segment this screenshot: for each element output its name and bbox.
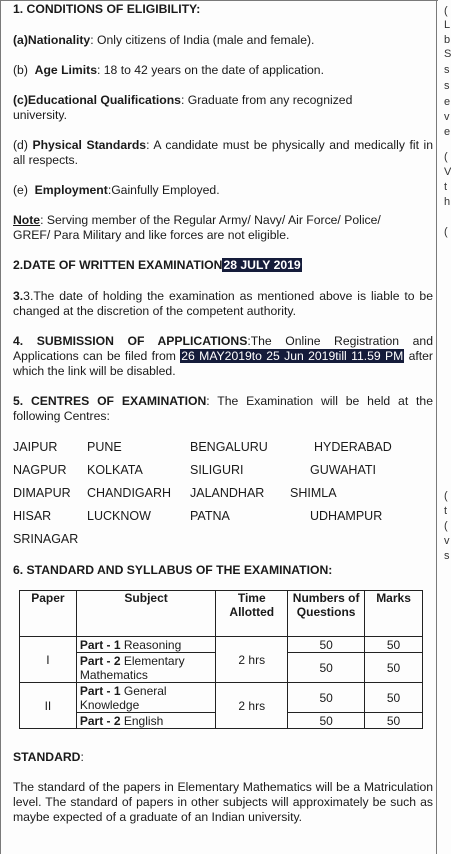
centre-srinagar: SRINAGAR — [13, 532, 79, 546]
section-2-heading: 2.DATE OF WRITTEN EXAMINATION28 JULY 2019 — [13, 258, 301, 272]
table-row — [20, 683, 423, 713]
application-dates-highlight: 26 MAY2019to 25 Jun 2019till 11.59 PM — [181, 349, 404, 363]
marks-cell: 50 — [365, 713, 423, 729]
centre-dimapur: DIMAPUR — [13, 486, 71, 500]
employment-item: (e) Employment:Gainfully Employed. — [13, 183, 220, 197]
syllabus-table — [19, 590, 423, 729]
centre-pune: PUNE — [87, 440, 122, 454]
centre-hisar: HISAR — [13, 509, 52, 523]
section-6-heading: 6. STANDARD AND SYLLABUS OF THE EXAMINATION: — [13, 563, 333, 577]
centre-kolkata: KOLKATA — [87, 463, 143, 477]
section-1-heading: 1. CONDITIONS OF ELIGIBILITY: — [13, 2, 201, 16]
header-paper: Paper — [20, 591, 77, 637]
subject-cell: Part - 2 Elementary Mathematics — [76, 653, 215, 683]
questions-cell: 50 — [288, 653, 365, 683]
exam-date-highlight: 28 JULY 2019 — [223, 258, 301, 272]
questions-cell: 50 — [288, 637, 365, 653]
header-marks: Marks — [365, 591, 423, 637]
top-border — [1, 0, 438, 1]
centre-jaipur: JAIPUR — [13, 440, 58, 454]
standard-heading: STANDARD: — [13, 750, 84, 764]
centre-shimla: SHIMLA — [290, 486, 337, 500]
nationality-item: (a)Nationality: Only citizens of India (male and female). — [13, 33, 315, 47]
centre-patna: PATNA — [190, 509, 230, 523]
education-item: (c)Educational Qualifications: Graduate from any recognized university. — [13, 93, 353, 122]
centre-jalandhar: JALANDHAR — [190, 486, 265, 500]
centre-chandigarh: CHANDIGARH — [87, 486, 172, 500]
paper-cell: II — [20, 683, 77, 729]
table-header-row — [20, 591, 423, 637]
centre-lucknow: LUCKNOW — [87, 509, 151, 523]
note-item: Note: Serving member of the Regular Army/ Navy/ Air Force/ Police/ GREF/ Para Military and like forces are not eligible. — [13, 213, 381, 242]
centre-siliguri: SILIGURI — [190, 463, 244, 477]
centre-udhampur: UDHAMPUR — [310, 509, 383, 523]
time-cell: 2 hrs — [216, 683, 288, 729]
age-limits-item: (b) Age Limits: 18 to 42 years on the date of application. — [13, 63, 324, 77]
standard-text: The standard of the papers in Elementary Mathematics will be a Matriculation level. The standard of papers in other subjects will approximately be such as maybe expected of a graduate of an Indian university. — [13, 780, 433, 824]
section-4-text: 4. SUBMISSION OF APPLICATIONS:The Online Registration and Applications can be filed from 26 MAY2019to 25 Jun 2019till 11.59 PM after which the link will be disabled. — [13, 334, 433, 378]
subject-cell: Part - 1 General Knowledge — [76, 683, 215, 713]
header-questions: Numbers of Questions — [288, 591, 365, 637]
table-row — [20, 637, 423, 653]
paper-cell: I — [20, 637, 77, 683]
section-5-text: 5. CENTRES OF EXAMINATION: The Examination will be held at the following Centres: — [13, 394, 433, 423]
adjacent-column-fragment: ( L b S s s e v e ( V t h ( ( t ( v s — [444, 5, 451, 562]
centre-bengaluru: BENGALURU — [190, 440, 268, 454]
marks-cell: 50 — [365, 637, 423, 653]
header-subject: Subject — [76, 591, 215, 637]
questions-cell: 50 — [288, 713, 365, 729]
time-cell: 2 hrs — [216, 637, 288, 683]
physical-standards-item: (d) Physical Standards: A candidate must be physically and medically fit in all respects. — [13, 138, 433, 167]
centre-hyderabad: HYDERABAD — [314, 440, 392, 454]
marks-cell: 50 — [365, 653, 423, 683]
header-time: Time Allotted — [216, 591, 288, 637]
centre-nagpur: NAGPUR — [13, 463, 67, 477]
centre-guwahati: GUWAHATI — [310, 463, 376, 477]
questions-cell: 50 — [288, 683, 365, 713]
marks-cell: 50 — [365, 683, 423, 713]
subject-cell: Part - 2 English — [76, 713, 215, 729]
subject-cell: Part - 1 Reasoning — [76, 637, 215, 653]
section-3-text: 3.3.The date of holding the examination as mentioned above is liable to be changed at the discretion of the competent authority. — [13, 289, 433, 318]
